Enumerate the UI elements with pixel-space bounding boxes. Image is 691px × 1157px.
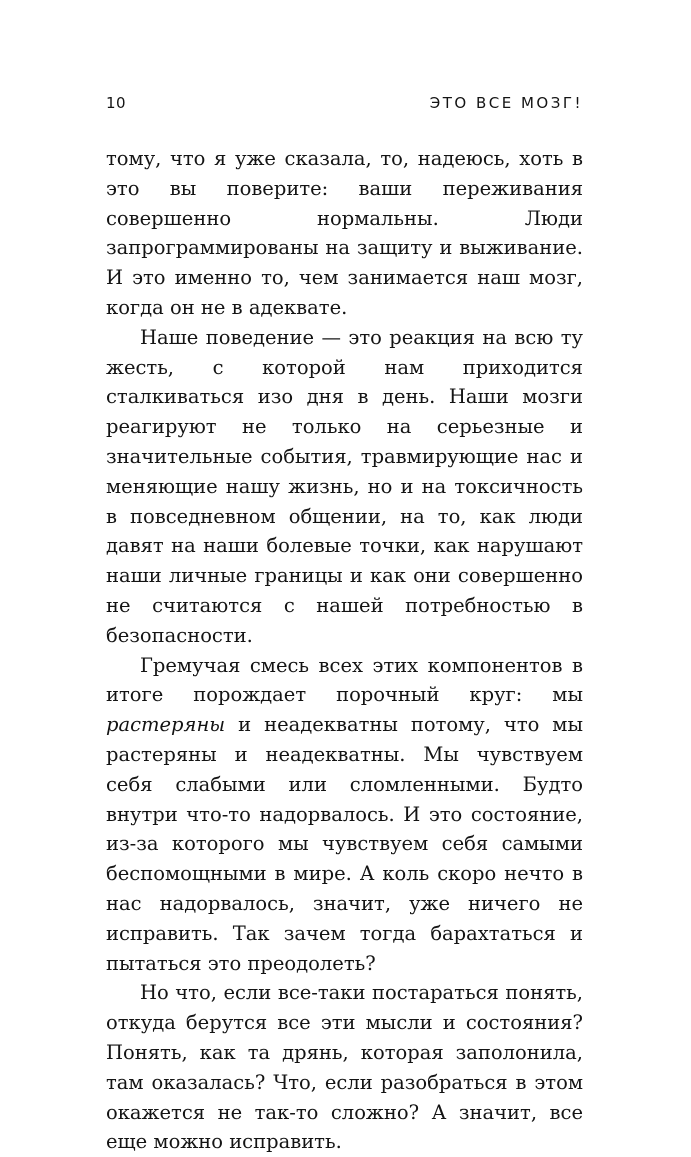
page-number: 10 (106, 94, 127, 112)
paragraph-3-text-start: Гремучая смесь всех этих компонентов в итоге порождает порочный круг: мы (106, 653, 583, 707)
paragraph-4: Но что, если все-таки постараться понять, откуда берутся все эти мысли и состояния? Понять, как та дрянь, которая заполонила, там оказалась? Что, если разобраться в этом окажется не так-то сложно? А значит, все еще можно исправить. (106, 981, 583, 1154)
paragraph-3-text-end: и неадекватны потому, что мы растеряны и неадекватны. Мы чувствуем себя слабыми или сломленными. Будто внутри что-то надорвалось. И это состояние, из-за которого мы чувствуем себя самыми беспомощными в мире. А коль скоро нечто в нас надорвалось, значит, уже ничего не исправить. Так зачем тогда барахтаться и пытаться это преодолеть? (106, 713, 583, 975)
paragraph-2: Наше поведение — это реакция на всю ту жесть, с которой нам приходится сталкиваться изо дня в день. Наши мозги реагируют не только на серьезные и значительные события, травмирующие нас и меняющие нашу жизнь, но и на токсичность в повседневном общении, на то, как люди давят на наши болевые точки, как нарушают наши личные границы и как они совершенно не считаются с нашей потребностью в безопасности. (106, 325, 583, 647)
emphasized-word: растеряны (106, 713, 226, 737)
paragraph-3 (106, 651, 583, 979)
book-title: ЭТО ВСЕ МОЗГ! (429, 94, 583, 112)
body-text (106, 144, 583, 1157)
running-header (106, 94, 583, 118)
paragraph-1: тому, что я уже сказала, то, надеюсь, хоть в это вы поверите: ваши переживания совершенно нормальны. Люди запрограммированы на защиту и выживание. И это именно то, чем занимается наш мозг, когда он не в адеквате. (106, 147, 583, 319)
